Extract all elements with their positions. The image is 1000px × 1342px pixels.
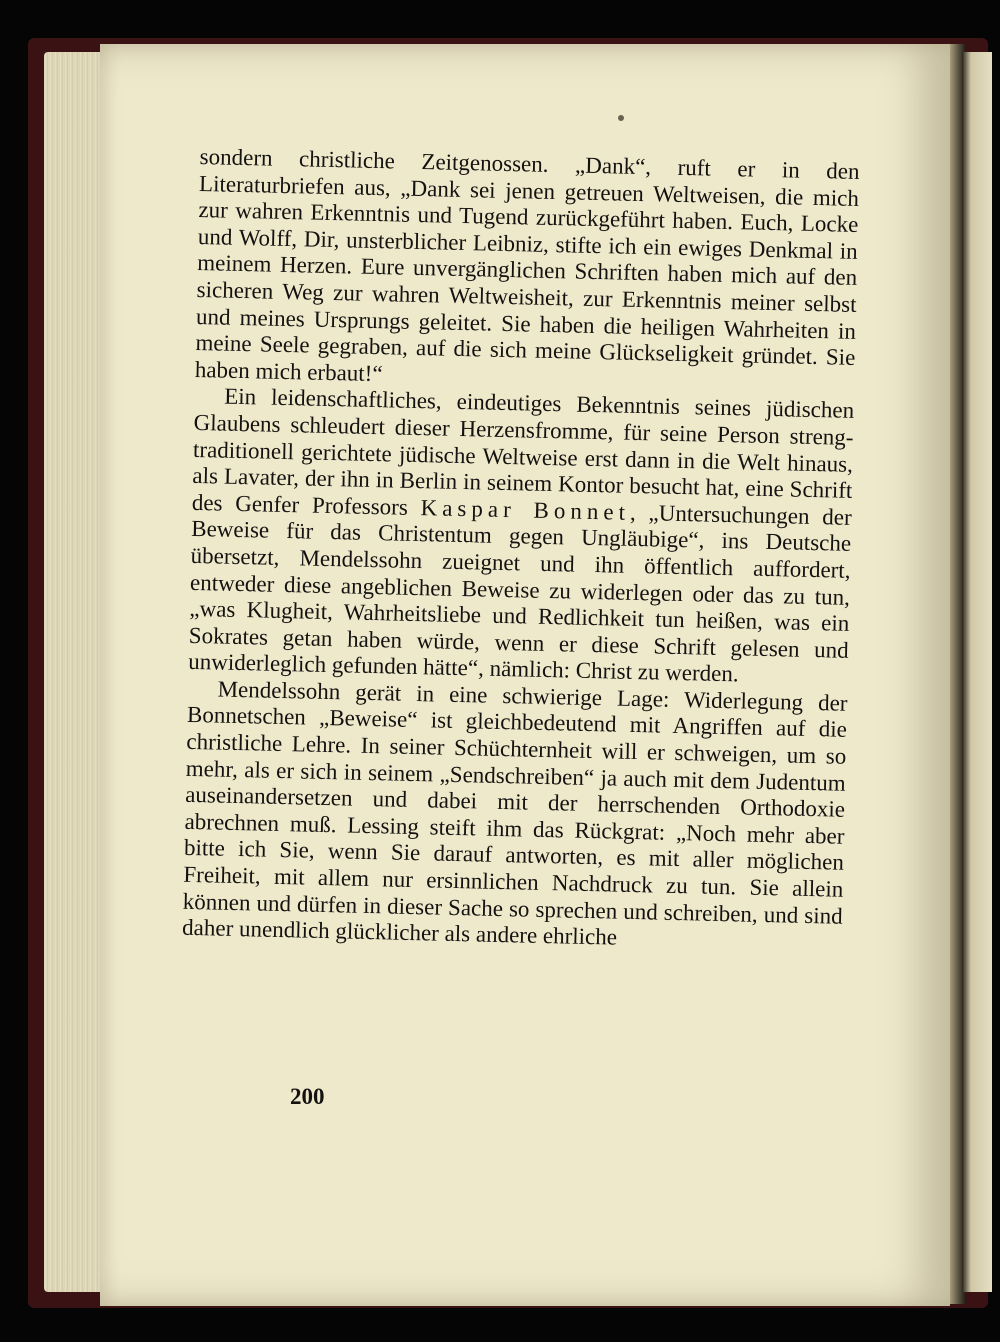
paragraph-1: sondern christliche Zeitgenossen. „Dank“, ruft er in den Literaturbriefen aus, „Dank sei jenen getreuen Weltweisen, die mich zur wahren Erkenntnis und Tugend zurückgeführt haben. Euch, Locke und Wolff, Dir, unsterblicher Leibniz, stifte ich ein ewiges Denkmal in meinem Herzen. Eure unvergänglichen Schriften haben mich auf den sicheren Weg zur wahren Weltweisheit, zur Erkenntnis meiner selbst und meines Ursprungs geleitet. Sie haben die heiligen Wahrheiten in meine Seele gegraben, auf die sich meine Glückseligkeit gründet. Sie haben mich erbaut!“ — [194, 144, 860, 386]
page-text — [182, 144, 860, 957]
emphasized-name: Kaspar Bonnet — [420, 494, 631, 525]
paragraph-2-after: , „Untersuchungen der Beweise für das Christentum gegen Ungläubige“, ins Deutsche übersetzt, Mendelssohn zueignet und ihn öffentlich auffordert, entweder diese angeblichen Beweise zu widerlegen oder das zu tun, „was Klugheit, Wahrheitsliebe und Redlichkeit tun heißen, was ein Sokrates getan haben würde, wenn er diese Schrift gelesen und unwiderleglich gefunden hätte“, nämlich: Christ zu werden. — [187, 499, 852, 687]
facing-page-edge — [962, 52, 992, 1292]
paragraph-2-before: Ein leidenschaftliches, eindeutiges Bekenntnis seines jüdischen Glaubens schleudert dieser Herzensfromme, für seine Person streng-traditionell gerichtete jüdische Weltweise erst dann in die Welt hinaus, als Lavater, der ihn in Berlin in seinem Kontor besucht hat, eine Schrift des Genfer Professors — [191, 383, 855, 520]
paragraph-2 — [188, 383, 854, 690]
paragraph-3: Mendelssohn gerät in eine schwierige Lage: Widerlegung der Bonnetschen „Beweise“ ist gleichbedeutend mit Angriffen auf die christliche Lehre. In seiner Schüchternheit will er schweigen, um so mehr, als er sich in seinem „Sendschreiben“ ja auch mit dem Judentum auseinandersetzen und dabei mit der herrschenden Orthodoxie abrechnen muß. Lessing steift ihm das Rückgrat: „Noch mehr aber bitte ich Sie, wenn Sie darauf antworten, es mit aller möglichen Freiheit, mit allem nur ersinnlichen Nachdruck zu tun. Sie allein können und dürfen in dieser Sache so sprechen und schreiben, und sind daher unendlich glücklicher als andere ehrliche — [181, 676, 848, 950]
page-speck — [618, 115, 624, 121]
page-number: 200 — [290, 1084, 325, 1109]
